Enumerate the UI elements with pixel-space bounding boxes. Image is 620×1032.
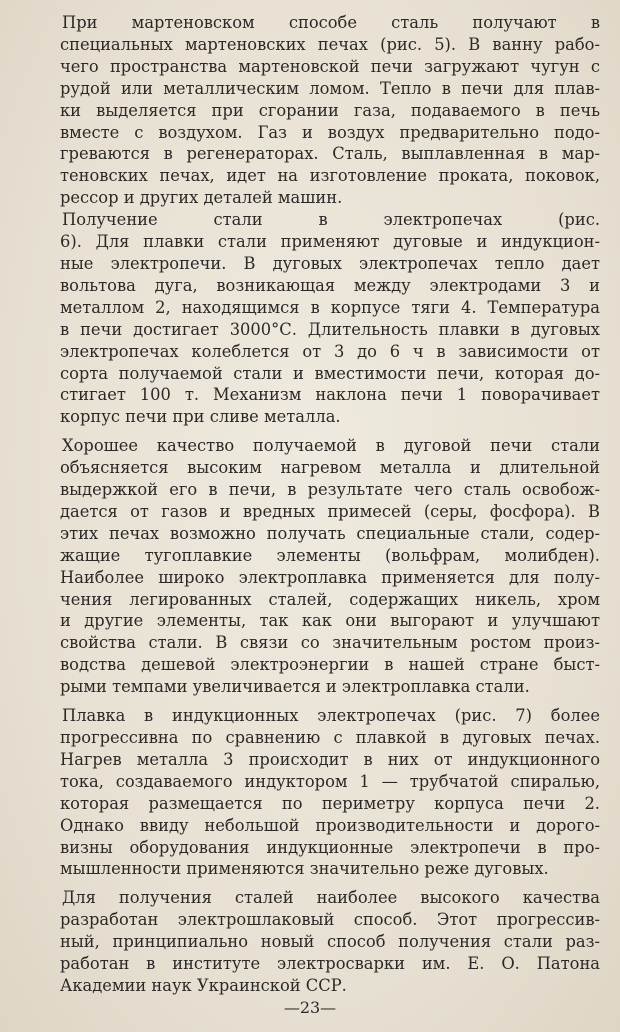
text-line: вместе с воздухом. Газ и воздух предварительно подо- (60, 122, 600, 142)
text-line: Плавка в индукционных электропечах (рис. 7) более (62, 706, 600, 726)
text-line: Хорошее качество получаемой в дуговой печи стали (62, 436, 600, 456)
text-line: ный, принципиально новый способ получения стали раз- (60, 932, 600, 952)
paragraph-open-hearth (60, 12, 600, 209)
text-line: выдержкой его в печи, в результате чего сталь освобож- (60, 480, 600, 500)
text-line: водства дешевой электроэнергии в нашей стране быст- (60, 655, 600, 675)
text-line: Наиболее широко электроплавка применяется для полу- (60, 567, 600, 587)
body-text (60, 12, 600, 997)
text-line: металлом 2, находящимся в корпусе тяги 4. Температура (60, 297, 600, 317)
text-line: Нагрев металла 3 происходит в них от индукционного (60, 749, 600, 769)
text-line: теновских печах, идет на изготовление проката, поковок, (60, 166, 600, 186)
paragraph-induction-furnaces (60, 705, 600, 880)
text-line: греваются в регенераторах. Сталь, выплавленная в мар- (60, 144, 600, 164)
text-line: рудой или металлическим ломом. Тепло в печи для плав- (60, 78, 600, 98)
text-line: рыми темпами увеличивается и электроплавка стали. (60, 677, 530, 697)
text-line: работан в институте электросварки им. Е. О. Патона (60, 954, 600, 974)
text-line: электропечах колеблется от 3 до 6 ч в зависимости от (60, 341, 600, 361)
text-line: объясняется высоким нагревом металла и длительной (60, 458, 600, 478)
text-line: корпус печи при сливе металла. (60, 407, 341, 427)
text-line: жащие тугоплавкие элементы (вольфрам, молибден). (60, 545, 600, 565)
text-line: специальных мартеновских печах (рис. 5). В ванну рабо- (60, 34, 600, 54)
text-line: сорта получаемой стали и вместимости печи, которая до- (60, 363, 600, 383)
text-line: чего пространства мартеновской печи загружают чугун с (60, 56, 600, 76)
page-number: —23— (283, 998, 337, 1017)
text-line: мышленности применяются значительно реже дуговых. (60, 859, 549, 879)
text-line: Академии наук Украинской ССР. (60, 975, 347, 995)
paragraph-electric-furnaces (60, 209, 600, 428)
text-line: Для получения сталей наиболее высокого качества (62, 888, 600, 908)
text-line: Однако ввиду небольшой производительности и дорого- (60, 815, 600, 835)
text-line: Получение стали в электропечах (рис. (62, 210, 600, 230)
paragraph-electroslag (60, 887, 600, 997)
text-line: тока, создаваемого индуктором 1 — трубчатой спиралью, (60, 771, 600, 791)
text-line: вольтова дуга, возникающая между электродами 3 и (60, 275, 600, 295)
text-line: чения легированных сталей, содержащих никель, хром (60, 589, 600, 609)
text-line: визны оборудования индукционные электропечи в про- (60, 837, 600, 857)
text-line: которая размещается по периметру корпуса печи 2. (60, 793, 600, 813)
text-line: в печи достигает 3000°С. Длительность плавки в дуговых (60, 319, 600, 339)
text-line: стигает 100 т. Механизм наклона печи 1 поворачивает (60, 385, 600, 405)
text-line: этих печах возможно получать специальные стали, содер- (60, 523, 600, 543)
paragraph-arc-furnace-quality (60, 435, 600, 698)
text-line: При мартеновском способе сталь получают в (62, 13, 600, 32)
text-line: прогрессивна по сравнению с плавкой в дуговых печах. (60, 728, 600, 747)
text-line: ки выделяется при сгорании газа, подаваемого в печь (60, 100, 600, 120)
text-line: свойства стали. В связи со значительным ростом произ- (60, 633, 600, 653)
text-line: разработан электрошлаковый способ. Этот прогрессив- (60, 910, 600, 930)
text-line: и другие элементы, так как они выгорают и улучшают (60, 611, 600, 631)
text-line: дается от газов и вредных примесей (серы, фосфора). В (60, 501, 600, 521)
text-line: ные электропечи. В дуговых электропечах тепло дает (60, 253, 600, 273)
text-line: рессор и других деталей машин. (60, 188, 343, 208)
text-line: 6). Для плавки стали применяют дуговые и индукцион- (60, 232, 600, 252)
